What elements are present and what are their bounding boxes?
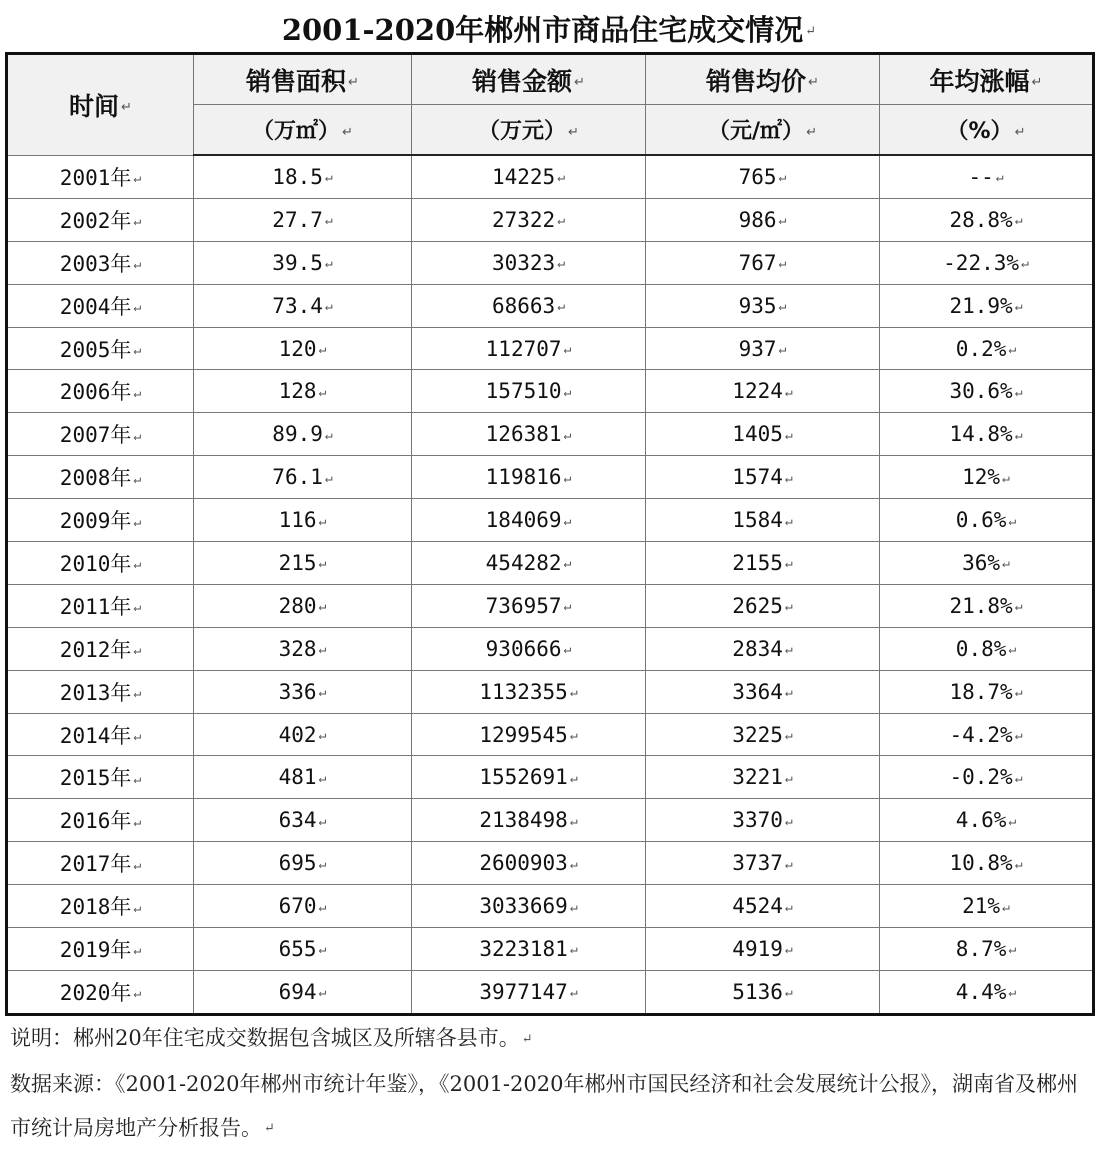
cell-area: 128 ↵ xyxy=(194,370,412,413)
unit-area: （万㎡） ↵ xyxy=(194,105,412,156)
cell-area: 116 ↵ xyxy=(194,499,412,542)
cell-year: 2008年 ↵ xyxy=(7,456,194,499)
cell-year: 2020年 ↵ xyxy=(7,970,194,1014)
cell-avg-price: 4524 ↵ xyxy=(646,885,880,928)
table-row xyxy=(7,970,1094,1014)
cell-growth: 0.6% ↵ xyxy=(880,499,1094,542)
header-time: 时间 ↵ xyxy=(7,54,194,156)
table-row xyxy=(7,756,1094,799)
cell-year: 2005年 ↵ xyxy=(7,327,194,370)
cell-year: 2001年 ↵ xyxy=(7,155,194,198)
header-growth: 年均涨幅 ↵ xyxy=(880,54,1094,105)
cell-amount: 157510 ↵ xyxy=(412,370,646,413)
cell-growth: 0.2% ↵ xyxy=(880,327,1094,370)
housing-sales-table xyxy=(5,52,1095,1016)
note-source: 数据来源：《2001-2020年郴州市统计年鉴》，《2001-2020年郴州市国民经济和社会发展统计公报》，湖南省及郴州市统计局房地产分析报告。 ↵ xyxy=(10,1062,1095,1151)
cell-growth: 4.4% ↵ xyxy=(880,970,1094,1014)
unit-growth: （%） ↵ xyxy=(880,105,1094,156)
cell-area: 694 ↵ xyxy=(194,970,412,1014)
cell-avg-price: 2834 ↵ xyxy=(646,627,880,670)
cell-year: 2011年 ↵ xyxy=(7,584,194,627)
cell-avg-price: 3370 ↵ xyxy=(646,799,880,842)
cell-avg-price: 1224 ↵ xyxy=(646,370,880,413)
cell-avg-price: 1584 ↵ xyxy=(646,499,880,542)
cell-avg-price: 3221 ↵ xyxy=(646,756,880,799)
cell-area: 89.9 ↵ xyxy=(194,413,412,456)
cell-growth: 8.7% ↵ xyxy=(880,928,1094,971)
cell-growth: 10.8% ↵ xyxy=(880,842,1094,885)
page-title xyxy=(0,10,1098,52)
cell-growth: -- ↵ xyxy=(880,155,1094,198)
cell-area: 481 ↵ xyxy=(194,756,412,799)
table-row xyxy=(7,499,1094,542)
table-row xyxy=(7,241,1094,284)
cell-growth: 18.7% ↵ xyxy=(880,670,1094,713)
paragraph-mark-icon xyxy=(803,13,816,47)
cell-avg-price: 2155 ↵ xyxy=(646,542,880,585)
cell-year: 2019年 ↵ xyxy=(7,928,194,971)
cell-area: 634 ↵ xyxy=(194,799,412,842)
table-row xyxy=(7,370,1094,413)
table-row xyxy=(7,155,1094,198)
cell-growth: -4.2% ↵ xyxy=(880,713,1094,756)
note-explanation: 说明：郴州20年住宅成交数据包含城区及所辖各县市。 ↵ xyxy=(10,1016,1095,1062)
cell-amount: 1299545 ↵ xyxy=(412,713,646,756)
table-row xyxy=(7,928,1094,971)
cell-area: 18.5 ↵ xyxy=(194,155,412,198)
cell-area: 655 ↵ xyxy=(194,928,412,971)
cell-growth: 4.6% ↵ xyxy=(880,799,1094,842)
table-row xyxy=(7,885,1094,928)
cell-year: 2013年 ↵ xyxy=(7,670,194,713)
cell-area: 328 ↵ xyxy=(194,627,412,670)
cell-avg-price: 1574 ↵ xyxy=(646,456,880,499)
cell-amount: 126381 ↵ xyxy=(412,413,646,456)
header-amount: 销售金额 ↵ xyxy=(412,54,646,105)
cell-avg-price: 937 ↵ xyxy=(646,327,880,370)
table-row xyxy=(7,198,1094,241)
cell-amount: 736957 ↵ xyxy=(412,584,646,627)
cell-amount: 1132355 ↵ xyxy=(412,670,646,713)
title-text: 2001-2020年郴州市商品住宅成交情况 xyxy=(282,13,803,47)
cell-amount: 454282 ↵ xyxy=(412,542,646,585)
cell-growth: 12% ↵ xyxy=(880,456,1094,499)
cell-amount: 930666 ↵ xyxy=(412,627,646,670)
cell-amount: 119816 ↵ xyxy=(412,456,646,499)
cell-year: 2012年 ↵ xyxy=(7,627,194,670)
cell-year: 2010年 ↵ xyxy=(7,542,194,585)
cell-year: 2017年 ↵ xyxy=(7,842,194,885)
table-row xyxy=(7,627,1094,670)
cell-avg-price: 986 ↵ xyxy=(646,198,880,241)
cell-area: 39.5 ↵ xyxy=(194,241,412,284)
cell-area: 27.7 ↵ xyxy=(194,198,412,241)
cell-amount: 2600903 ↵ xyxy=(412,842,646,885)
cell-growth: 28.8% ↵ xyxy=(880,198,1094,241)
cell-year: 2016年 ↵ xyxy=(7,799,194,842)
table-row xyxy=(7,670,1094,713)
cell-growth: 21.9% ↵ xyxy=(880,284,1094,327)
cell-growth: 21.8% ↵ xyxy=(880,584,1094,627)
cell-growth: 21% ↵ xyxy=(880,885,1094,928)
cell-year: 2007年 ↵ xyxy=(7,413,194,456)
notes xyxy=(10,1016,1095,1151)
cell-year: 2004年 ↵ xyxy=(7,284,194,327)
cell-growth: -0.2% ↵ xyxy=(880,756,1094,799)
table-row xyxy=(7,284,1094,327)
cell-avg-price: 3737 ↵ xyxy=(646,842,880,885)
cell-amount: 184069 ↵ xyxy=(412,499,646,542)
cell-avg-price: 765 ↵ xyxy=(646,155,880,198)
cell-area: 336 ↵ xyxy=(194,670,412,713)
cell-avg-price: 3225 ↵ xyxy=(646,713,880,756)
cell-amount: 1552691 ↵ xyxy=(412,756,646,799)
table-row xyxy=(7,584,1094,627)
table-row xyxy=(7,456,1094,499)
cell-growth: 36% ↵ xyxy=(880,542,1094,585)
cell-amount: 3033669 ↵ xyxy=(412,885,646,928)
cell-avg-price: 767 ↵ xyxy=(646,241,880,284)
cell-year: 2018年 ↵ xyxy=(7,885,194,928)
table-row xyxy=(7,799,1094,842)
cell-amount: 14225 ↵ xyxy=(412,155,646,198)
cell-growth: -22.3% ↵ xyxy=(880,241,1094,284)
cell-area: 280 ↵ xyxy=(194,584,412,627)
cell-amount: 27322 ↵ xyxy=(412,198,646,241)
cell-avg-price: 2625 ↵ xyxy=(646,584,880,627)
table-row xyxy=(7,842,1094,885)
cell-year: 2006年 ↵ xyxy=(7,370,194,413)
cell-amount: 68663 ↵ xyxy=(412,284,646,327)
cell-growth: 14.8% ↵ xyxy=(880,413,1094,456)
table-row xyxy=(7,713,1094,756)
cell-area: 670 ↵ xyxy=(194,885,412,928)
cell-year: 2014年 ↵ xyxy=(7,713,194,756)
cell-area: 695 ↵ xyxy=(194,842,412,885)
cell-growth: 30.6% ↵ xyxy=(880,370,1094,413)
cell-area: 76.1 ↵ xyxy=(194,456,412,499)
cell-year: 2002年 ↵ xyxy=(7,198,194,241)
header-avg-price: 销售均价 ↵ xyxy=(646,54,880,105)
cell-amount: 3223181 ↵ xyxy=(412,928,646,971)
cell-year: 2009年 ↵ xyxy=(7,499,194,542)
unit-avg-price: （元/㎡） ↵ xyxy=(646,105,880,156)
table-row xyxy=(7,327,1094,370)
cell-avg-price: 1405 ↵ xyxy=(646,413,880,456)
cell-year: 2015年 ↵ xyxy=(7,756,194,799)
unit-amount: （万元） ↵ xyxy=(412,105,646,156)
cell-amount: 112707 ↵ xyxy=(412,327,646,370)
table-row xyxy=(7,413,1094,456)
cell-avg-price: 935 ↵ xyxy=(646,284,880,327)
cell-avg-price: 4919 ↵ xyxy=(646,928,880,971)
cell-amount: 30323 ↵ xyxy=(412,241,646,284)
cell-avg-price: 5136 ↵ xyxy=(646,970,880,1014)
cell-avg-price: 3364 ↵ xyxy=(646,670,880,713)
cell-amount: 3977147 ↵ xyxy=(412,970,646,1014)
cell-amount: 2138498 ↵ xyxy=(412,799,646,842)
cell-area: 73.4 ↵ xyxy=(194,284,412,327)
header-area: 销售面积 ↵ xyxy=(194,54,412,105)
cell-area: 120 ↵ xyxy=(194,327,412,370)
cell-area: 215 ↵ xyxy=(194,542,412,585)
table-body xyxy=(7,155,1094,1014)
cell-year: 2003年 ↵ xyxy=(7,241,194,284)
table-row xyxy=(7,542,1094,585)
cell-area: 402 ↵ xyxy=(194,713,412,756)
cell-growth: 0.8% ↵ xyxy=(880,627,1094,670)
